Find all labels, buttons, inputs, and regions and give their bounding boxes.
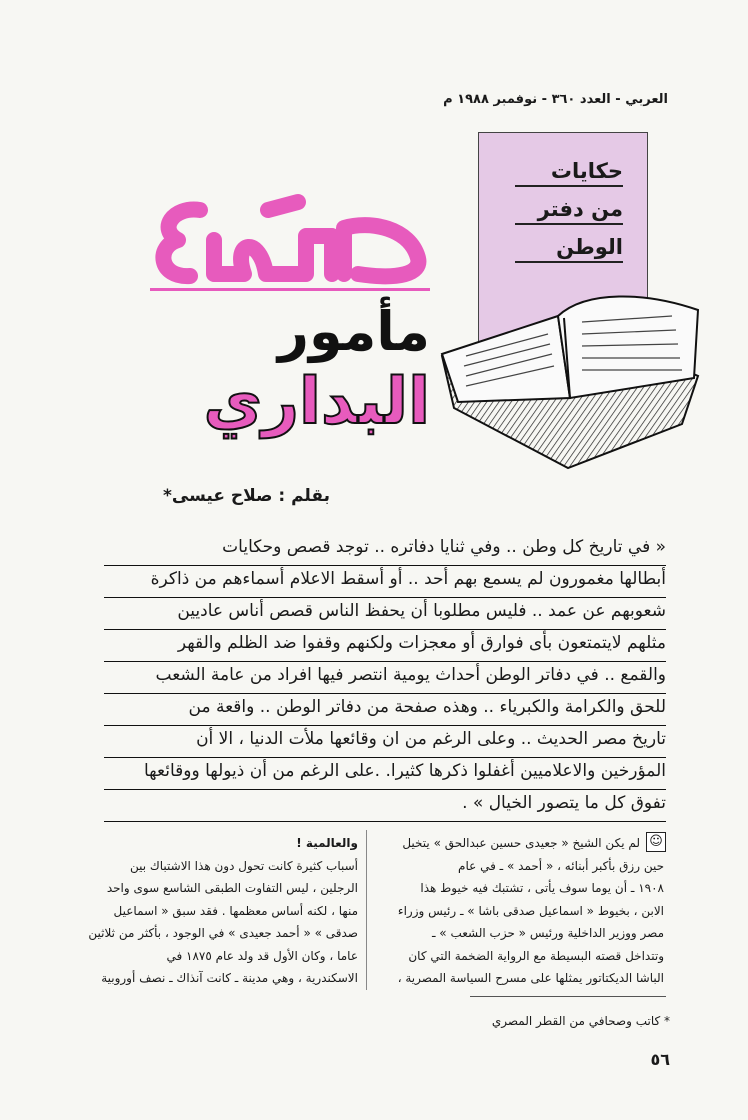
body-line: لم يكن الشيخ « جعيدى حسين عبدالحق » يتخيل	[402, 836, 640, 850]
intro-line: والقمع .. في دفاتر الوطن أحداث يومية انتصر فيها افراد من عامة الشعب	[104, 662, 666, 694]
body-line: الرجلين ، ليس التفاوت الطبقى الشاسع سوى واحد	[106, 881, 358, 895]
intro-line: تاريخ مصر الحديث .. وعلى الرغم من ان وقائعها ملأت الدنيا ، الا أن	[104, 726, 666, 758]
body-line: والعالمية !	[296, 836, 358, 850]
author-byline: بقلم : صلاح عيسى*	[163, 486, 330, 506]
body-line: وتتداخل قصته البسيطة مع الرواية الضخمة التي كان	[408, 948, 664, 963]
footnote-rule	[470, 996, 666, 997]
body-line: أسباب كثيرة كانت تحول دون هذا الاشتباك بين	[129, 858, 358, 873]
title-line-badari: البداري	[203, 365, 430, 439]
body-column-right	[378, 832, 664, 990]
open-book-illustration	[436, 282, 702, 474]
body-line: ١٩٠٨ ـ أن يوما سوف يأتى ، تشتبك فيه خيوط هذا	[420, 881, 664, 895]
title-line-mamour: مأمور	[277, 300, 430, 363]
body-line: مصر ووزير الداخلية ورئيس « حزب الشعب » ـ	[431, 926, 664, 940]
series-line: الوطن	[515, 233, 623, 263]
intro-line: شعوبهم عن عمد .. فليس مطلوبا أن يحفظ الناس قصص أناس عاديين	[104, 598, 666, 630]
body-line: الاسكندرية ، وهي مدينة ـ كانت آنذاك ـ نصف أوروبية	[101, 971, 358, 985]
person-icon: ☺	[646, 832, 666, 852]
column-divider	[366, 830, 367, 990]
series-line: حكايات	[515, 157, 623, 187]
intro-line: تفوق كل ما يتصور الخيال » .	[104, 790, 666, 822]
body-column-left	[68, 832, 358, 990]
intro-line: أبطالها مغمورون لم يسمع بهم أحد .. أو أسقط الاعلام أسماءهم من ذاكرة	[104, 566, 666, 598]
body-line: الباشا الديكتاتور يمثلها على مسرح السياسة المصرية ،	[397, 971, 664, 985]
intro-paragraph	[104, 534, 666, 822]
series-line: من دفتر	[515, 195, 623, 225]
intro-line: مثلهم لايتمتعون بأى فوارق أو معجزات ولكنهم وقفوا ضد الظلم والقهر	[104, 630, 666, 662]
intro-line: « في تاريخ كل وطن .. وفي ثنايا دفاتره .. توجد قصص وحكايات	[104, 534, 666, 566]
title-misr-calligraphy	[148, 180, 438, 300]
publication-header: العربي - العدد ٣٦٠ - نوفمبر ١٩٨٨ م	[443, 92, 668, 107]
body-line: حين رزق بأكبر أبنائه ، « أحمد » ـ في عام	[458, 858, 664, 873]
footnote: * كاتب وصحافي من القطر المصري	[491, 1014, 670, 1028]
page-number: ٥٦	[650, 1050, 670, 1069]
intro-line: المؤرخين والاعلاميين أغفلوا ذكرها كثيرا. .على الرغم من أن ذيولها ووقائعها	[104, 758, 666, 790]
body-line: الابن ، بخيوط « اسماعيل صدقى باشا » ـ رئيس وزراء	[397, 903, 664, 918]
body-line: منها ، لكنه أساس معظمها . فقد سبق « اسماعيل	[113, 903, 358, 918]
body-line: عاما ، وكان الأول قد ولد عام ١٨٧٥ في	[166, 948, 358, 963]
title-underline	[150, 288, 430, 291]
body-line: صدقى » « أحمد جعيدى » في الوجود ، بأكثر من ثلاثين	[88, 926, 358, 940]
intro-line: للحق والكرامة والكبرياء .. وهذه صفحة من دفاتر الوطن .. واقعة من	[104, 694, 666, 726]
